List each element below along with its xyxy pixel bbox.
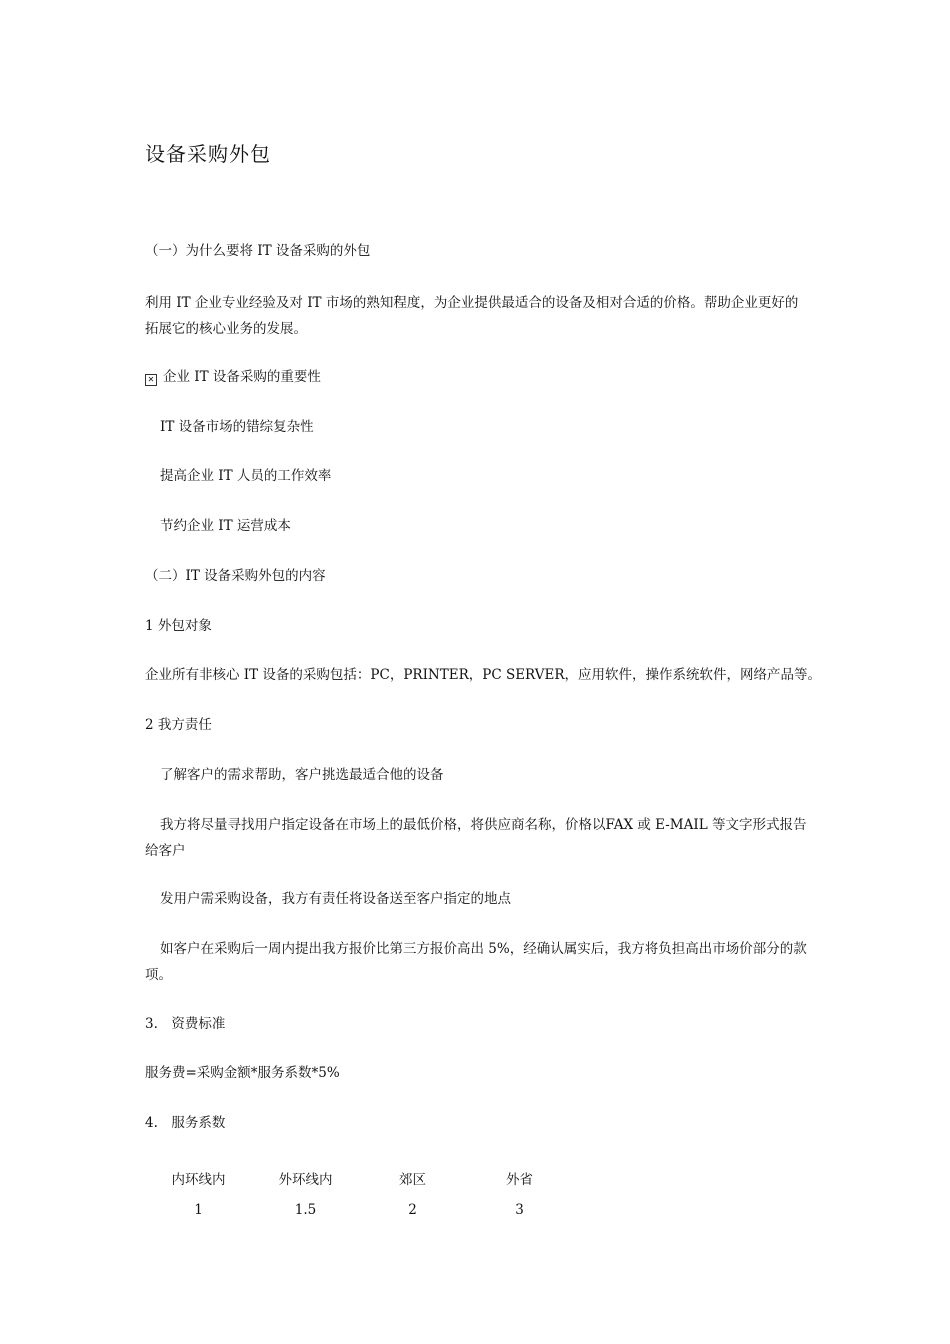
- importance-point-1: IT 设备市场的错综复杂性: [160, 419, 314, 435]
- table-cell: 1: [194, 1202, 203, 1218]
- item3-title: 3. 资费标准: [145, 1016, 226, 1032]
- item1-title: 1 外包对象: [145, 618, 212, 634]
- document-title: 设备采购外包: [145, 142, 271, 166]
- table-cell: 2: [408, 1202, 417, 1218]
- section1-intro: 利用 IT 企业专业经验及对 IT 市场的熟知程度，为企业提供最适合的设备及相对合适的价格。帮助企业更好的拓展它的核心业务的发展。: [145, 295, 799, 337]
- table-cell: 3: [515, 1202, 524, 1218]
- importance-point-2: 提高企业 IT 人员的工作效率: [160, 468, 332, 484]
- item1-text: 企业所有非核心 IT 设备的采购包括：PC，PRINTER，PC SERVER，应用软件，操作系统软件，网络产品等。: [145, 667, 822, 683]
- item4-title: 4. 服务系数: [145, 1115, 226, 1131]
- importance-heading-row: [145, 364, 321, 390]
- responsibility-3: 发用户需采购设备，我方有责任将设备送至客户指定的地点: [160, 891, 511, 907]
- section2-heading: （二）IT 设备采购外包的内容: [145, 568, 326, 584]
- table-cell: 1.5: [294, 1202, 317, 1218]
- checkbox-bullet-icon: ✕: [145, 374, 157, 386]
- table-header-cell: 郊区: [399, 1172, 426, 1188]
- table-header-cell: 外省: [506, 1172, 533, 1188]
- table-header-cell: 内环线内: [171, 1172, 226, 1188]
- item2-title: 2 我方责任: [145, 717, 212, 733]
- responsibility-4: 如客户在采购后一周内提出我方报价比第三方报价高出 5%，经确认属实后，我方将负担高出市场价部分的款项。: [145, 941, 807, 983]
- item3-formula: 服务费=采购金额*服务系数*5%: [145, 1065, 340, 1081]
- coefficient-table: [145, 1162, 573, 1226]
- responsibility-1: 了解客户的需求帮助，客户挑选最适合他的设备: [160, 767, 444, 783]
- importance-heading: 企业 IT 设备采购的重要性: [163, 369, 321, 385]
- section1-heading: （一）为什么要将 IT 设备采购的外包: [145, 243, 371, 259]
- table-header-row: [145, 1162, 573, 1194]
- table-row: [145, 1194, 573, 1226]
- table-header-cell: 外环线内: [278, 1172, 333, 1188]
- importance-point-3: 节约企业 IT 运营成本: [160, 518, 291, 534]
- responsibility-2: 我方将尽量寻找用户指定设备在市场上的最低价格，将供应商名称，价格以FAX 或 E-MAIL 等文字形式报告给客户: [145, 817, 807, 859]
